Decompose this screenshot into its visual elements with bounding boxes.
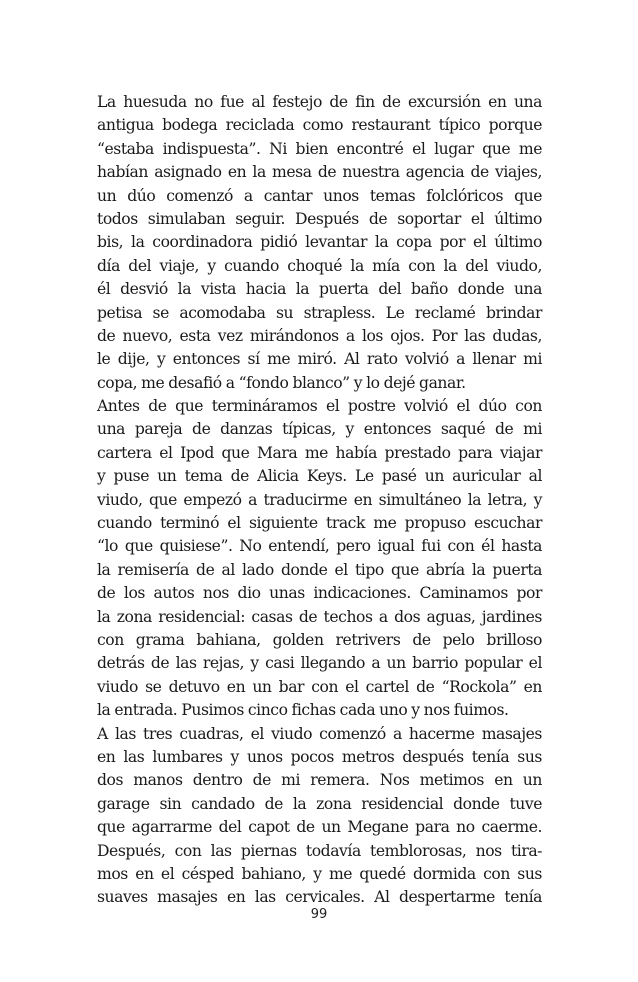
text-line: mos en el césped bahiano, y me quedé dormida con sus (97, 864, 542, 883)
text-line: dos manos dentro de mi remera. Nos metimos en un (97, 771, 542, 790)
text-line: de los autos nos dio unas indicaciones. Caminamos por (97, 584, 542, 603)
text-line: cuando terminó el siguiente track me propuso escuchar (97, 514, 542, 533)
text-line: una pareja de danzas típicas, y entonces saqué de mi (97, 420, 542, 439)
text-line: garage sin candado de la zona residencial donde tuve (97, 794, 542, 813)
text-line: con grama bahiana, golden retrivers de pelo brilloso (97, 630, 542, 649)
text-line: habían asignado en la mesa de nuestra agencia de viajes, (97, 163, 542, 182)
text-line: Antes de que termináramos el postre volvió el dúo con (97, 397, 542, 416)
text-line: copa, me desafió a “fondo blanco” y lo dejé ganar. (97, 373, 466, 392)
text-line: A las tres cuadras, el viudo comenzó a hacerme masajes (97, 724, 542, 743)
text-line: suaves masajes en las cervicales. Al despertarme tenía (97, 888, 542, 907)
text-line: “estaba indispuesta”. Ni bien encontré el lugar que me (97, 139, 542, 158)
text-line: que agarrarme del capot de un Megane para no caerme. (97, 818, 542, 837)
text-line: de nuevo, esta vez mirándonos a los ojos. Por las dudas, (97, 326, 542, 345)
text-line: le dije, y entonces sí me miró. Al rato volvió a llenar mi (97, 350, 542, 369)
text-line: él desvió la vista hacia la puerta del baño donde una (97, 280, 542, 299)
text-line: la remisería de al lado donde el tipo que abría la puerta (97, 560, 542, 579)
text-line: petisa se acomodaba su strapless. Le reclamé brindar (97, 303, 542, 322)
text-line: la entrada. Pusimos cinco fichas cada uno y nos fuimos. (97, 701, 509, 720)
body-text (97, 91, 542, 910)
page-number: 99 (310, 907, 328, 922)
text-line: viudo se detuvo en un bar con el cartel de “Rockola” en (97, 677, 542, 696)
text-line: todos simulaban seguir. Después de soportar el último (97, 209, 542, 228)
text-line: “lo que quisiese”. No entendí, pero igual fui con él hasta (97, 537, 542, 556)
text-line: cartera el Ipod que Mara me había prestado para viajar (97, 443, 542, 462)
text-line: detrás de las rejas, y casi llegando a un barrio popular el (97, 654, 542, 673)
text-line: un dúo comenzó a cantar unos temas folclóricos que (97, 186, 542, 205)
text-line: antigua bodega reciclada como restaurant típico porque (97, 116, 542, 135)
text-line: la zona residencial: casas de techos a dos aguas, jardines (97, 607, 542, 626)
text-line: La huesuda no fue al festejo de fin de excursión en una (97, 93, 542, 111)
text-line: bis, la coordinadora pidió levantar la copa por el último (97, 233, 542, 252)
text-line: Después, con las piernas todavía temblorosas, nos tira- (97, 841, 542, 860)
text-line: viudo, que empezó a traducirme en simultáneo la letra, y (97, 490, 542, 509)
text-line: día del viaje, y cuando choqué la mía con la del viudo, (97, 256, 542, 275)
text-line: y puse un tema de Alicia Keys. Le pasé un auricular al (97, 467, 542, 486)
text-line: en las lumbares y unos pocos metros después tenía sus (97, 747, 542, 766)
